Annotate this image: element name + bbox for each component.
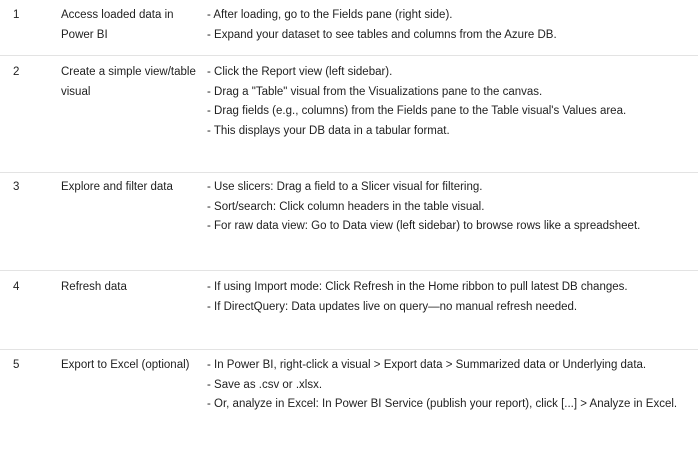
detail-line: - This displays your DB data in a tabular format. xyxy=(207,124,450,137)
table-row xyxy=(0,0,698,56)
step-number: 1 xyxy=(13,9,20,21)
detail-line: - For raw data view: Go to Data view (left sidebar) to browse rows like a spreadsheet. xyxy=(207,220,641,232)
table-row xyxy=(0,271,698,350)
step-details xyxy=(204,356,698,459)
step-name: Refresh data xyxy=(61,281,127,293)
detail-line: - Sort/search: Click column headers in the table visual. xyxy=(207,200,485,213)
step-name: Explore and filter data xyxy=(61,181,173,193)
detail-line: - Or, analyze in Excel: In Power BI Service (publish your report), click [...] > Analyze in Excel. xyxy=(207,398,678,410)
table-row xyxy=(0,350,698,459)
detail-line: - In Power BI, right-click a visual > Export data > Summarized data or Underlying data. xyxy=(207,359,647,371)
detail-line: - If using Import mode: Click Refresh in the Home ribbon to pull latest DB changes. xyxy=(207,281,628,293)
detail-line: - After loading, go to the Fields pane (right side). xyxy=(207,9,453,21)
step-name: Create a simple view/table visual xyxy=(61,66,196,98)
detail-line: - Save as .csv or .xlsx. xyxy=(207,378,323,391)
step-name: Access loaded data in Power BI xyxy=(61,9,174,41)
step-details xyxy=(204,6,698,55)
detail-line: - Click the Report view (left sidebar). xyxy=(207,66,393,78)
step-details xyxy=(204,278,698,349)
step-name: Export to Excel (optional) xyxy=(61,359,190,371)
table-row xyxy=(0,56,698,173)
detail-line: - Drag a "Table" visual from the Visualizations pane to the canvas. xyxy=(207,85,543,98)
step-number: 3 xyxy=(13,181,20,193)
detail-line: - If DirectQuery: Data updates live on query—no manual refresh needed. xyxy=(207,300,578,313)
step-details xyxy=(204,63,698,172)
step-number: 5 xyxy=(13,359,20,371)
detail-line: - Drag fields (e.g., columns) from the Fields pane to the Table visual's Values area. xyxy=(207,105,627,117)
step-number: 4 xyxy=(13,281,20,293)
step-number: 2 xyxy=(13,66,20,78)
step-details xyxy=(204,178,698,270)
detail-line: - Expand your dataset to see tables and columns from the Azure DB. xyxy=(207,28,557,41)
table-row xyxy=(0,173,698,271)
detail-line: - Use slicers: Drag a field to a Slicer visual for filtering. xyxy=(207,181,483,193)
